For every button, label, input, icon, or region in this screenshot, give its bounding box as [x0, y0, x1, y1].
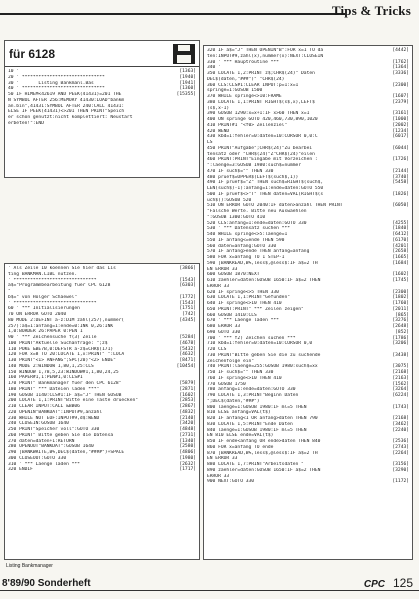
listing-checksum: [1760]	[392, 301, 409, 306]
listing-code: ":laenge=3:GOSUB 1980:such$=nummer	[207, 163, 302, 168]
listing-checksum: [865]	[395, 312, 409, 318]
listing-checksum: [5284]	[179, 335, 196, 340]
listing-checksum: [2168]	[392, 370, 409, 375]
listing-code: ERROR 33	[207, 473, 230, 479]
listing-code: 60 ' *** Initialisierungen	[8, 306, 80, 312]
listing-code: 560 daten=anfang:GOTO 330	[207, 243, 277, 249]
listing-checksum: [1602]	[179, 392, 196, 398]
listing-code: 710 kbd=1:fehler=0:daten=10:CURSOR 0,0	[207, 341, 313, 347]
listing-code: EN ERROR 33	[207, 456, 238, 462]
listing-code: 70 ON ERROR GOTO 2040	[8, 312, 67, 317]
listing-code: 270 daten=daten+1:RETURN	[8, 438, 75, 444]
listing-checksum: [4848]	[179, 427, 196, 432]
listing-code: 800 laenge=1:GOSUB 1980:IF ml=5 THEN	[207, 404, 307, 410]
listing-checksum: [5458]	[392, 180, 409, 186]
listing-checksum: [6050]	[392, 203, 409, 209]
listing-code: 810 ELSE anfang=VAL(t$)	[207, 410, 271, 416]
listing-caption: Listing Bankmanager	[6, 563, 53, 569]
listing-code: 240 CLOSEIN:GOSUB 1640	[8, 421, 69, 427]
listing-code: ERROR 33	[207, 283, 230, 289]
listing-checksum: [1364]	[392, 65, 409, 71]
listing-checksum: [1562]	[392, 381, 409, 387]
listing-code: 170 PRINT" Bankmanager fuer den CPC 6128"	[8, 381, 122, 386]
listing-checksum: [4442]	[392, 48, 409, 53]
listing-code: 1,0:BORDER 26:PAPER 0:PEN 1	[8, 329, 83, 335]
listing-checksum: [742]	[182, 312, 196, 317]
listing-checksum: [3420]	[179, 421, 196, 427]
listing-checksum: [3740]	[392, 174, 409, 180]
listing-code: 80 MODE 2:DEFINT a-z:DIM zahl(257),nummer(	[8, 317, 125, 323]
listing-code: 410 PRINT#1 "<f0> Zeilenziel"	[207, 122, 288, 128]
listing-checksum: [1826]	[392, 191, 409, 197]
listing-code: (s$,x-1)	[207, 105, 230, 111]
listing-checksum: [6412]	[392, 232, 409, 237]
listing-checksum: [3462]	[392, 421, 409, 427]
listing-code: DEC$(daten,"###")" "CHR$(24)	[207, 76, 285, 82]
listing-code: a$="Programmbearbeitung fuer CPC 6128	[8, 283, 111, 289]
listing-code: 230 WHILE NOT EOF:INPUT#9,d$:WEND	[8, 415, 100, 421]
listing-box-header	[4, 40, 200, 178]
listing-checksum: [5879]	[179, 381, 196, 386]
listing-checksum: [4678]	[179, 340, 196, 346]
listing-column-right	[203, 45, 413, 560]
listing-code: 420 WEND	[207, 128, 230, 134]
listing-checksum: [6224]	[392, 393, 409, 398]
listing-checksum: [1717]	[179, 467, 196, 473]
listing-code: 200 LOCATE 1,1:PRINT"Bitte eine Taste druecken"	[8, 398, 138, 404]
listing-code: 50 IF HIMEM<42619 AND PEEK(41431)=201 THE	[8, 92, 122, 97]
listing-code: 100 PRINT"Aktuelle Suchanfrage: ";z$	[8, 340, 108, 346]
listing-checksum: [1751]	[179, 306, 196, 312]
listing-code: 460 PRINT:PRINT"Eingabe mit Vorzeichen :	[207, 157, 321, 163]
listing-checksum: [1743]	[392, 404, 409, 410]
listing-code: 870 |BANKREAD,B%,less$,@less$:IF a$=2 TH	[207, 450, 318, 456]
listing-checksum: [2648]	[392, 324, 409, 329]
listing-c	[204, 46, 412, 485]
listing-code: "	[8, 289, 11, 294]
listing-checksum: [2002]	[392, 122, 409, 128]
listing-code: 640 IF springe<>10 THEN 410	[207, 301, 282, 306]
listing-checksum: [852]	[395, 329, 409, 335]
listing-code: 770 GOSUB 1750	[207, 381, 246, 387]
listing-code: 370 WHILE springe<>10:FRAME	[207, 94, 282, 99]
listing-code: 890 zaehler=daten:GOSUB 1650:IF a$=2 THEN	[207, 467, 321, 473]
listing-code: 130 PRINT"<1> ANFANG";SPC(20)"<2> ENDE"	[8, 358, 116, 363]
listing-code: 720 CLS	[207, 347, 227, 352]
listing-code: 650 PRINT:PRINT" *** Zeilen zeigen"	[207, 306, 304, 312]
listing-code: 590 |BANKREAD,B%,less$,@less$:IF a$=2 TH	[207, 260, 318, 266]
listing-code: 820 IF anfang<1 OR anfang>daten THEN 790	[207, 416, 318, 421]
listing-code: 280 OPENOUT"BANKDAT":GOSUB 1640	[8, 444, 94, 450]
footer-rule	[0, 590, 419, 591]
listing-checksum: [10454]	[176, 363, 196, 369]
page-number: 125	[392, 576, 413, 590]
listing-code: er schon genutzt:nicht komplettiert: Neustart	[8, 115, 133, 120]
listing-code: 630 LOCATE 1,1:PRINT"Gefunden"	[207, 295, 290, 301]
listing-checksum: [2871]	[179, 386, 196, 392]
listing-checksum: [1602]	[392, 272, 409, 278]
listing-code: 350 LOCATE 1,2:PRINT z$;CHR$(24)" Daten	[207, 71, 315, 76]
footer-page-info	[364, 576, 413, 590]
listing-checksum: [3276]	[392, 318, 409, 324]
listing-checksum: [2658]	[392, 249, 409, 255]
listing-code: 760 IF springe<>10 THEN 410	[207, 375, 282, 381]
listing-checksum: [6170]	[392, 237, 409, 243]
listing-checksum: [2853]	[179, 398, 196, 404]
listing-code: 500 IF pruef$<>"T" THEN daten=VAL(RIGHT$(s	[207, 191, 324, 197]
listing-code: 120 FOR x=8 TO 20:LOCATE 1,x:PRINT" ":LOCA	[8, 352, 125, 358]
listing-code: 250 PRINT"Speicher voll":GOTO 330	[8, 427, 100, 432]
listing-code: tensatz oder "CHR$(24)"Z"CHR$(24)"eilen	[207, 151, 315, 157]
listing-checksum: [1940]	[179, 74, 196, 80]
listing-checksum: [3156]	[392, 462, 409, 467]
listing-code: 430 kbd=1:fehler=0:daten=10:CURSOR 0,0:C	[207, 134, 318, 140]
listing-code: ":GOSUB 1300:GOTO 410	[207, 214, 266, 220]
listing-code: 600 GOSUB 1870:NEXT	[207, 272, 260, 278]
listing-checksum: [1980]	[179, 455, 196, 461]
listing-checksum: [2867]	[179, 404, 196, 409]
listing-code: 180 PRINT" *** Dateien laden ***"	[8, 386, 100, 392]
listing-code: 880 LOCATE 1,7:PRINT"Arbeitsdaten "	[207, 462, 304, 467]
listing-code: 257):a$=1:anfang=1:ende=0:INK 0,26:INK	[8, 323, 114, 329]
listing-code: 670 ' *** Laenge laden ***	[207, 318, 279, 324]
listing-checksum: [4345]	[179, 317, 196, 323]
listing-column-left	[4, 263, 200, 560]
listing-checksum: [6017]	[392, 134, 409, 140]
listing-code: 790 LOCATE 1,3:PRINT"Beginn Daten	[207, 393, 302, 398]
listing-code: 190 GOSUB 1140:CLS#1:IF a$="J" THEN GOSUB	[8, 392, 122, 398]
listing-checksum: [1543]	[179, 300, 196, 306]
floppy-disk-icon	[173, 44, 195, 64]
listing-checksum: [15355]	[176, 92, 196, 97]
listing-code: LS	[207, 140, 213, 145]
listing-code: 570 IF anfang>ende THEN anfang=anfang	[207, 249, 310, 255]
listing-code: 830 LOCATE 1,5:PRINT"Ende Daten	[207, 421, 296, 427]
listing-code: 310 ' *** Laenge laden ***	[8, 461, 80, 467]
listing-code: 840 laenge=1:GOSUB 1980:IF ml=5 THEN	[207, 427, 307, 433]
footer-magazine: CPC	[363, 579, 385, 590]
listing-code: 900 NEXT:GOTO 330	[207, 479, 255, 485]
box-title: für 6128	[9, 46, 56, 61]
listing-code: N SYMBOL AFTER 256:MEMORY 41430:LOAD"bankm	[8, 97, 125, 103]
listing-code: 320 IF a$="J" THEN OPENIN"B":FOR x=1 TO da	[207, 48, 324, 53]
listing-code: 450 PRINT"Aufgabe";CHR$(24)"Zu bearbei	[207, 145, 313, 151]
listing-checksum: [1726]	[392, 157, 409, 163]
listing-code: 740 PRINT:laenge=255:GOSUB 1980:such$=xx	[207, 364, 318, 370]
listing-code: ' ******************************	[8, 277, 97, 283]
listing-code: EN ERROR 33	[207, 266, 238, 272]
listing-checksum: [2168]	[392, 416, 409, 421]
listing-checksum: [3438]	[392, 352, 409, 358]
listing-code: 470 IF such$="" THEN 330	[207, 168, 274, 174]
listing-code: 750 IF such$="" THEN 330	[207, 370, 274, 375]
footer-issue: 8'89/90 Sonderheft	[2, 578, 91, 589]
listing-checksum: [6303]	[179, 283, 196, 289]
listing-code: 320 ENDIF	[8, 467, 33, 473]
listing-checksum: [1772]	[179, 294, 196, 300]
listing-code: ting BANKMAN.LIBL nutzen.	[8, 271, 78, 277]
listing-checksum: [2300]	[392, 289, 409, 295]
listing-code: 850 IF ende<anfang OR ende>daten THEN 840	[207, 439, 321, 444]
listing-code: 620 IF springe<>5 THEN 330	[207, 289, 279, 295]
listing-a	[5, 67, 199, 127]
listing-checksum: [1840]	[392, 226, 409, 232]
listing-checksum: [3290]	[392, 467, 409, 473]
listing-code: 610 zaehler=daten:GOSUB 1650:IF a$=2 THEN	[207, 278, 321, 283]
listing-code: 390 GOSUB 1290:x=x+1:IF x>60 THEN x=1	[207, 111, 310, 117]
listing-line	[207, 479, 409, 485]
listing-code: 490 IF pruef$="Z" THEN such$=RIGHT$(such$,	[207, 180, 324, 186]
listing-code: 140 MODE 2:WINDOW 1,80,1,25:CLS	[8, 363, 94, 369]
listing-code: b$=" von Holger Schaewel"	[8, 294, 78, 300]
listing-checksum: [4255]	[392, 220, 409, 226]
listing-checksum: [2163]	[392, 375, 409, 381]
listing-checksum: [3161]	[392, 111, 409, 117]
listing-checksum: [2140]	[179, 415, 196, 421]
box-heading	[5, 41, 199, 67]
listing-checksum: [4806]	[179, 450, 196, 455]
listing-checksum: [3206]	[392, 341, 409, 347]
listing-checksum: [1172]	[392, 479, 409, 485]
listing-checksum: [1360]	[179, 86, 196, 92]
listing-checksum: [1000]	[392, 117, 409, 122]
listing-code: 210 CLEAR INPUT:CALL &BB06	[8, 404, 80, 409]
listing-checksum: [1363]	[179, 69, 196, 74]
listing-checksum: [2632]	[179, 461, 196, 467]
listing-code: 860 FOR x=anfang TO ende	[207, 444, 274, 450]
listing-checksum: [6044]	[392, 145, 409, 151]
listing-code: ELSE IF PEEK(41431)<>201 THEN PRINT"Speich	[8, 109, 125, 115]
listing-checksum: [1607]	[392, 94, 409, 99]
listing-checksum: [2144]	[392, 168, 409, 174]
listing-code: 290 |BANKWRITE,B%,DEC$(daten,"####")+SPACE	[8, 450, 125, 455]
listing-code: ";DEC$(daten,"###")	[207, 398, 260, 404]
listing-code: 510 ON ERROR GOTO 2040:IF daten>anzahl THEN PRINT	[207, 203, 343, 209]
listing-checksum: [2011]	[392, 306, 409, 312]
listing-code: 40 ' ******************************	[8, 86, 105, 92]
listing-checksum: [1684]	[392, 260, 409, 266]
listing-checksum: [2240]	[392, 427, 409, 433]
listing-code: 10 '	[8, 69, 20, 74]
listing-checksum: [4832]	[179, 409, 196, 415]
listing-code: 730 PRINT"Bitte geben Sie die zu suchende	[207, 352, 321, 358]
listing-code: 90 ' *** Zeichensuche f(3) Zeile	[8, 335, 97, 340]
listing-checksum: [2743]	[392, 444, 409, 450]
listing-code: 400 ON springe GOTO 420,460,730,890,1020	[207, 117, 318, 122]
listing-code: springe=1:GOSUB 1500	[207, 88, 263, 94]
listing-checksum: [3264]	[392, 387, 409, 393]
listing-checksum: [3866]	[179, 266, 196, 271]
listing-code: LEN(such$)-1):anfang=1:ende=daten:GOTO 550	[207, 186, 324, 191]
listing-checksum: [2264]	[392, 450, 409, 456]
header-rule	[0, 13, 345, 15]
listing-checksum: [1340]	[179, 438, 196, 444]
listing-line	[8, 467, 196, 473]
listing-checksum: [2580]	[179, 444, 196, 450]
listing-code: ' Als Zeile 10 koennen Sie hier das Lis	[8, 266, 116, 271]
listing-checksum: [5432]	[179, 346, 196, 352]
listing-checksum: [4632]	[179, 352, 196, 358]
listing-code: ten:INPUT#9,zahl(x),nummer(x):NEXT:CLOSEIN	[207, 53, 324, 59]
listing-code: 520 CLS:anfang=1:ende=daten:GOTO 330	[207, 220, 307, 226]
listing-code: ' ******************************	[8, 300, 97, 306]
listing-checksum: [1762]	[392, 59, 409, 65]
listing-code: erbeten!":END	[8, 120, 44, 126]
listing-checksum: [1234]	[392, 128, 409, 134]
listing-code: uch$)):GOSUB 520	[207, 197, 252, 203]
listing-code: 150 WINDOW 1,78,5,23:WINDOW#1,1,80,24,25	[8, 369, 119, 375]
section-title: Tips & Tricks	[331, 3, 411, 18]
listing-checksum: [4201]	[392, 243, 409, 249]
listing-checksum: [1802]	[392, 295, 409, 301]
listing-code: 690 GOTO 330	[207, 329, 241, 335]
listing-checksum: [1745]	[392, 278, 409, 283]
listing-code: 20 ' ******************************	[8, 74, 105, 80]
listing-checksum: [2300]	[392, 82, 409, 88]
listing-code: EN 810 ELSE ende=VAL(t$)	[207, 433, 274, 439]
listing-checksum: [2379]	[392, 99, 409, 105]
listing-code: "Falsche Werte. Bitte neu Auswaehlen	[207, 209, 307, 214]
listing-code: 550 IF anfang<=ende THEN 590	[207, 237, 285, 243]
listing-code: 110 POKE &BE7B,0:DEFSTR a-z$=CHR$(171)	[8, 346, 114, 352]
listing-code: 530 ' *** Datensatz suchen ***	[207, 226, 290, 232]
listing-code: Zeichenfolge ein"	[207, 358, 255, 364]
listing-line	[8, 121, 196, 127]
listing-code: 380 LOCATE 1,1:PRINT RIGHT$(s$,x),LEFT$	[207, 99, 315, 105]
listing-code: 160 PAPER#1,1:PEN#1,0:CLS#1	[8, 375, 83, 381]
listing-code: 30 ' Listing Bankmanl.Bas	[8, 80, 94, 86]
listing-checksum: [1543]	[179, 277, 196, 283]
listing-code: 260 PRINT" Bitte geben Sie die Datensa	[8, 432, 114, 438]
listing-checksum: [2731]	[179, 432, 196, 438]
listing-code: 220 OPENIN"BANKDAT":INPUT#9,anzahl	[8, 409, 103, 415]
listing-code: 480 pruef$=UPPER$(LEFT$(such$,1))	[207, 174, 299, 180]
listing-checksum: [3075]	[392, 364, 409, 370]
listing-code: 330 ' *** Hauptroutine ***	[207, 59, 279, 65]
listing-code: 700 ' *** f2) Zeichen suchen ***	[207, 335, 296, 341]
listing-code: 360 CLS:CLS#1:CLEAR INPUT:p=1:x=1	[207, 82, 299, 88]
listing-code: 580 FOR x=anfang TO 1 STEP-1	[207, 255, 285, 260]
listing-checksum: [2536]	[392, 439, 409, 444]
listing-b	[5, 264, 199, 473]
listing-code: 780 anfang=1:ende=daten:GOTO 330	[207, 387, 296, 393]
listing-code: 300 CLOSEOUT:GOTO 330	[8, 455, 67, 461]
listing-checksum: [1665]	[392, 255, 409, 260]
listing-checksum: [3336]	[392, 71, 409, 76]
listing-checksum: [1941]	[179, 80, 196, 86]
listing-code: 680 ERROR 33	[207, 324, 241, 329]
listing-code: an.bin",41431:SYMBOL AFTER 240:CALL 41431:	[8, 103, 125, 109]
listing-code: 340 '	[207, 65, 221, 71]
listing-checksum: [1786]	[392, 335, 409, 341]
listing-code: 660 GOSUB 1410:CLS	[207, 312, 257, 318]
listing-code: 540 WHILE springe<>5:laenge=1	[207, 232, 288, 237]
listing-checksum: [8471]	[179, 358, 196, 363]
